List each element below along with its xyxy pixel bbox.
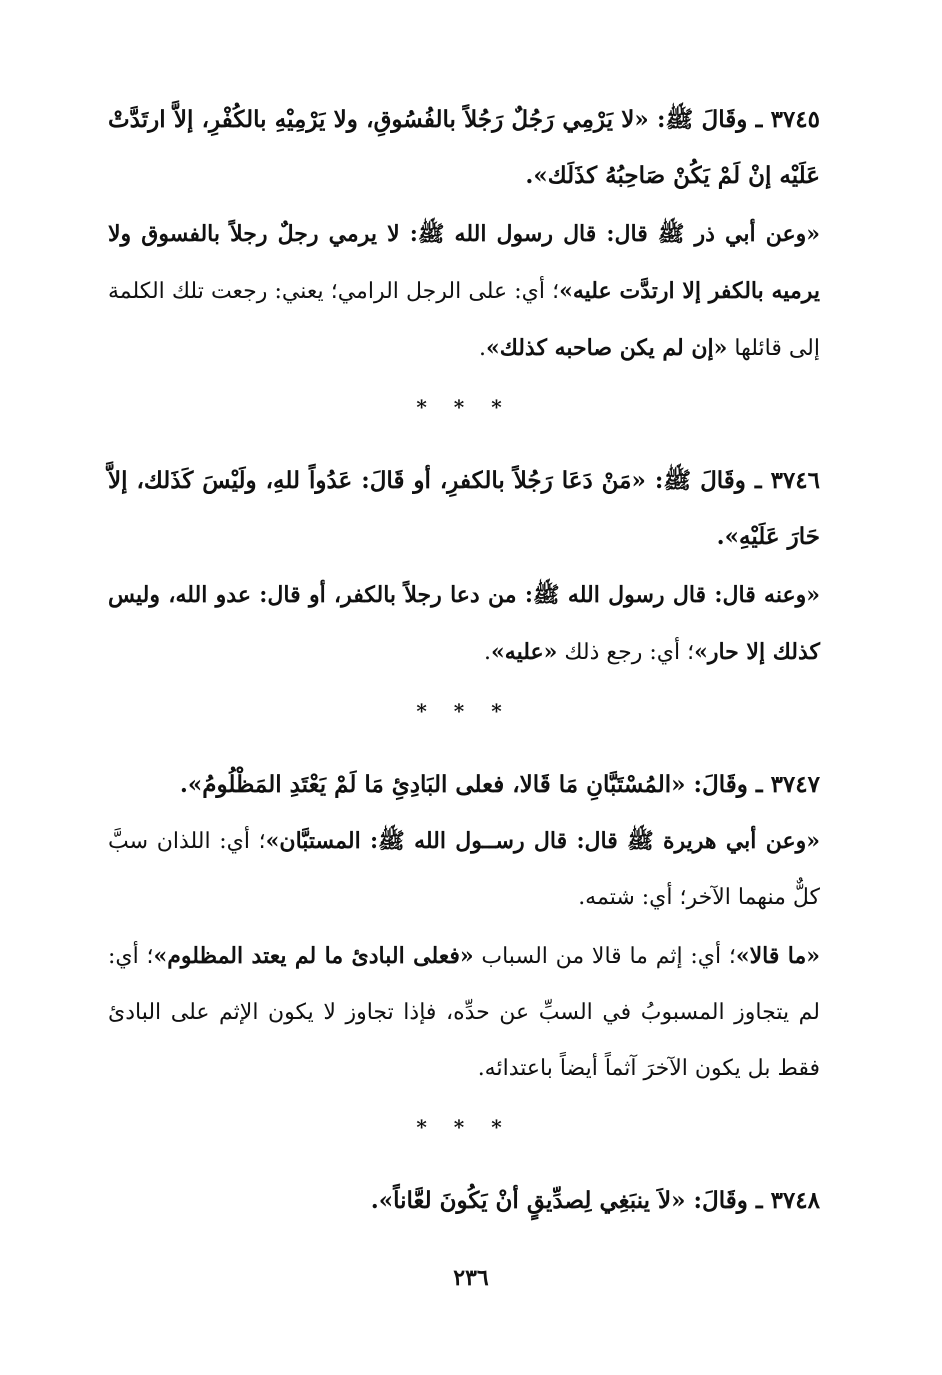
page-body — [108, 92, 820, 1229]
commentary-quote: «فعلى البادئ ما لم يعتد المظلوم» — [153, 943, 474, 969]
commentary-text: . — [484, 640, 492, 665]
hadith-3748: ٣٧٤٨ ـ وقَالَ: «لاَ ينبَغِي لِصدِّيقٍ أنْ يَكُونَ لعَّاناً». — [370, 1187, 820, 1214]
commentary-quote: «وعن أبي ذر ﷺ قال: قال رسول الله ﷺ: لا يرمي رجلٌ رجلاً بالفسوق ولا يرميه بالكفر إلا ارتدَّت عليه» — [108, 221, 820, 304]
commentary-quote: «عليه» — [491, 639, 558, 665]
commentary-3745 — [108, 206, 820, 377]
hadith-3746: ٣٧٤٦ ـ وقَالَ ﷺ: «مَنْ دَعَا رَجُلاً بالكفرِ، أو قَالَ: عَدُواً للهِ، ولَيْسَ كَذَلك، إلاَّ حَارَ عَلَيْهِ». — [108, 467, 820, 550]
commentary-quote: «ما قالا» — [735, 943, 821, 969]
commentary-3747 — [108, 813, 820, 926]
section-separator: * * * — [416, 395, 512, 419]
page-number: ٢٣٦ — [453, 1265, 489, 1291]
commentary-text: ؛ أي: لم يتجاوز المسبوبُ في السبِّ عن حدِّه، فإذا تجاوز لا يكون الإثم على البادئ فقط بل يكون الآخرَ آثماً أيضاً باعتدائه. — [108, 944, 820, 1081]
commentary-text: ؛ أي: إثم ما قالا من السباب — [473, 944, 736, 969]
commentary-text: ؛ أي: على الرجل الرامي؛ يعني: رجعت تلك الكلمة إلى قائلها — [108, 279, 820, 361]
commentary-3746 — [108, 567, 820, 681]
commentary-3747-continued — [108, 928, 820, 1097]
commentary-quote: «وعن أبي هريرة ﷺ قال: قال رســول الله ﷺ: المستبَّان» — [265, 828, 820, 854]
commentary-text: . — [478, 336, 486, 361]
commentary-text: ؛ أي: اللذان سبَّ كلٌّ منهما الآخر؛ أي: شتمه. — [108, 829, 820, 910]
commentary-quote: «وعنه قال: قال رسول الله ﷺ: من دعا رجلاً بالكفر، أو قال: عدو الله، وليس كذلك إلا حار» — [108, 582, 820, 665]
section-separator: * * * — [416, 1115, 512, 1139]
commentary-quote: «إن لم يكن صاحبه كذلك» — [485, 335, 728, 361]
hadith-3745: ٣٧٤٥ ـ وقَالَ ﷺ: «لا يَرْمِي رَجُلٌ رَجُلاً بالفُسُوقِ، ولا يَرْمِيْهِ بالكُفْرِ، إلاَّ ارتَدَّتْ عَلَيْه إنْ لَمْ يَكُنْ صَاحِبُهُ كذَلَك». — [108, 106, 820, 189]
section-separator: * * * — [416, 699, 512, 723]
commentary-text: ؛ أي: رجع ذلك — [557, 640, 695, 665]
hadith-3747: ٣٧٤٧ ـ وقَالَ: «المُسْتَبَّانِ مَا قَالا، فعلى البَادِئِ مَا لَمْ يَعْتَدِ المَظْلُومُ». — [179, 771, 820, 798]
